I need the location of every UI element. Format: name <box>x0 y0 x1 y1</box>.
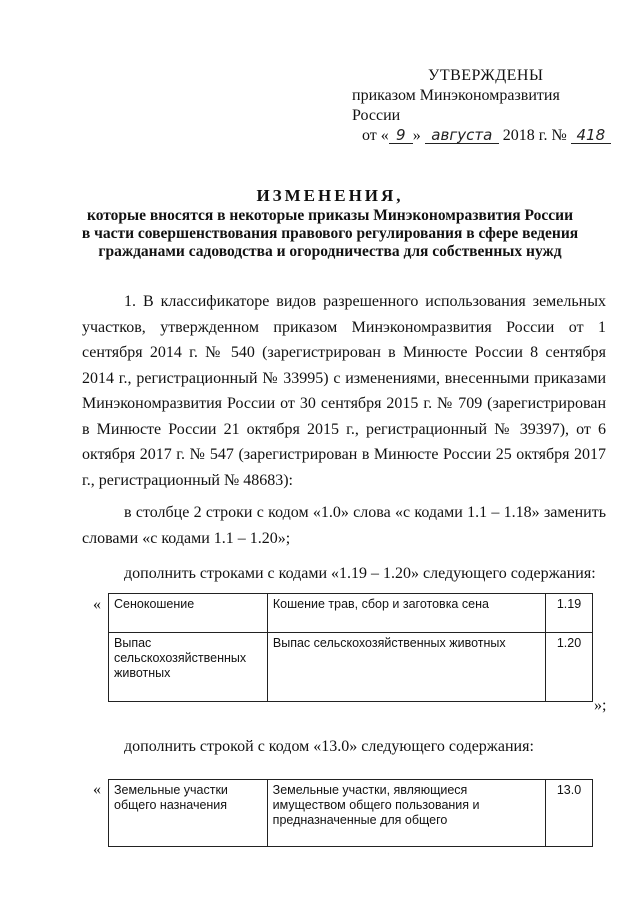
table1-open-quote: « <box>93 596 101 613</box>
table-cell-code: 1.19 <box>546 594 593 633</box>
approval-date-line <box>342 126 612 146</box>
paragraph-4: дополнить строкой с кодом «13.0» следующего содержания: <box>124 738 534 755</box>
codes-table-2 <box>108 779 593 847</box>
heading-line-3: гражданами садоводства и огородничества для собственных нужд <box>98 243 562 260</box>
table-row <box>109 633 593 702</box>
date-day-suffix: » <box>412 127 421 144</box>
table2-open-quote: « <box>93 781 101 798</box>
approval-title: УТВЕРЖДЕНЫ <box>428 67 544 84</box>
handwritten-day: 9 <box>389 127 413 144</box>
table-cell-description: Выпас сельскохозяйственных животных <box>267 633 545 702</box>
table-cell-description: Земельные участки, являющиеся имуществом общего пользования и предназначенные для общего <box>267 780 545 847</box>
approval-order-line: приказом Минэкономразвития России <box>352 87 560 124</box>
codes-table-1 <box>108 593 593 702</box>
paragraph-1: 1. В классификаторе видов разрешенного использования земельных участков, утвержденном приказом Минэкономразвития России от 1 сентября 2014 г. № 540 (зарегистрирован в Минюсте России 8 сентября 2014 г., регистрационный № 33995) с изменениями, внесенными приказами Минэкономразвития России от 30 сентября 2015 г. № 709 (зарегистрирован в Минюсте России 21 октября 2015 г., регистрационный № 39397), от 6 октября 2017 г. № 547 (зарегистрирован в Минюсте России 25 октября 2017 г., регистрационный № 48683): <box>82 293 606 489</box>
document-heading <box>60 185 600 261</box>
heading-line-2: в части совершенствования правового регулирования в сфере ведения <box>81 225 579 242</box>
handwritten-order-number: 418 <box>571 127 611 144</box>
date-year-number-label: 2018 г. № <box>502 127 567 144</box>
table-cell-description: Кошение трав, сбор и заготовка сена <box>267 594 545 633</box>
paragraph-3: дополнить строками с кодами «1.19 – 1.20» следующего содержания: <box>124 565 596 582</box>
table-cell-name: Земельные участки общего назначения <box>109 780 268 847</box>
heading-title: ИЗМЕНЕНИЯ, <box>256 186 404 205</box>
table-row <box>109 594 593 633</box>
table-cell-code: 1.20 <box>546 633 593 702</box>
handwritten-month: августа <box>425 127 499 144</box>
approval-block <box>342 66 612 146</box>
heading-line-1: которые вносятся в некоторые приказы Минэкономразвития России <box>86 207 574 224</box>
table-cell-name: Выпас сельскохозяйственных животных <box>109 633 268 702</box>
table-cell-name: Сенокошение <box>109 594 268 633</box>
table1-close-quote: »; <box>594 697 607 714</box>
date-prefix: от « <box>362 127 389 144</box>
table-row <box>109 780 593 847</box>
document-body <box>82 289 606 587</box>
table-cell-code: 13.0 <box>546 780 593 847</box>
paragraph-2: в столбце 2 строки с кодом «1.0» слова «с кодами 1.1 – 1.18» заменить словами «с кодами 1.1 – 1.20»; <box>82 504 606 547</box>
